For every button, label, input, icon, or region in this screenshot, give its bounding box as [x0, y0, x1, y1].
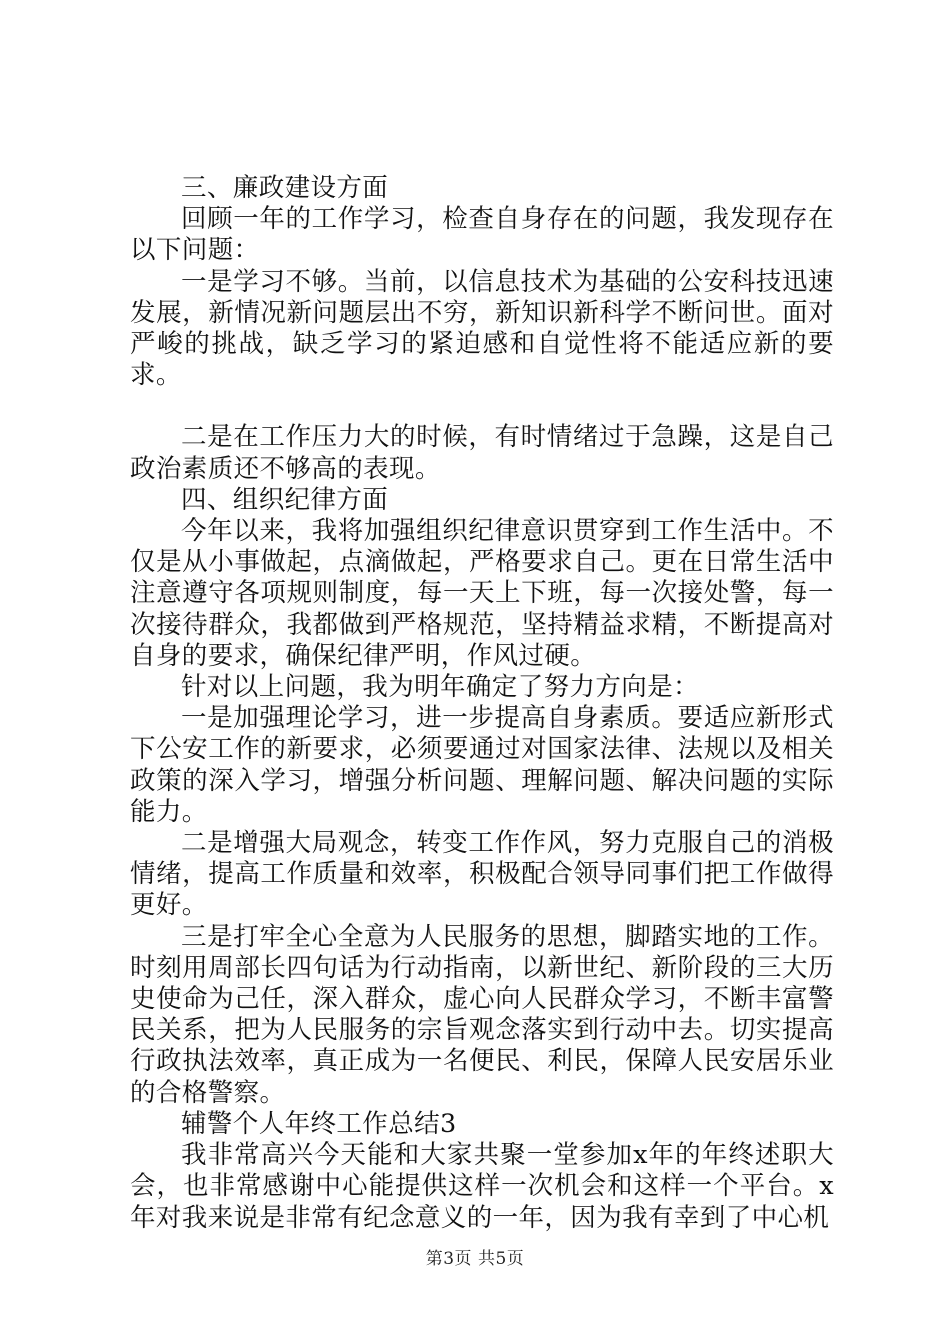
paragraph: 三是打牢全心全意为人民服务的思想，脚踏实地的工作。时刻用周部长四句话为行动指南，以新世纪、新阶段的三大历史使命为己任，深入群众，虚心向人民群众学习，不断丰富警民关系，把为人民服务的宗旨观念落实到行动中去。切实提高行政执法效率，真正成为一名便民、利民，保障人民安居乐业的合格警察。 [130, 921, 834, 1108]
section-heading-integrity: 三、廉政建设方面 [181, 173, 389, 203]
page-footer [0, 1244, 950, 1269]
document-body [130, 173, 834, 1234]
paragraph: 回顾一年的工作学习，检查自身存在的问题，我发现存在以下问题： [130, 204, 834, 266]
paragraph: 针对以上问题，我为明年确定了努力方向是： [181, 672, 700, 703]
paragraph: 今年以来，我将加强组织纪律意识贯穿到工作生活中。不仅是从小事做起，点滴做起，严格要求自己。更在日常生活中注意遵守各项规则制度，每一天上下班，每一次接处警，每一次接待群众，我都做到严格规范，坚持精益求精，不断提高对自身的要求，确保纪律严明，作风过硬。 [130, 516, 834, 671]
paragraph: 二是增强大局观念，转变工作作风，努力克服自己的消极情绪，提高工作质量和效率，积极配合领导同事们把工作做得更好。 [130, 828, 834, 921]
paragraph: 二是在工作压力大的时候，有时情绪过于急躁，这是自己政治素质还不够高的表现。 [130, 422, 834, 484]
paragraph: 一是加强理论学习，进一步提高自身素质。要适应新形式下公安工作的新要求，必须要通过对国家法律、法规以及相关政策的深入学习，增强分析问题、理解问题、解决问题的实际能力。 [130, 703, 834, 827]
section-heading-discipline: 四、组织纪律方面 [181, 484, 389, 515]
page-number: 第3页 共5页 [425, 1249, 525, 1269]
blank-line [130, 391, 834, 422]
section-title-summary-3: 辅警个人年终工作总结3 [181, 1108, 457, 1139]
paragraph: 我非常高兴今天能和大家共聚一堂参加x年的年终述职大会，也非常感谢中心能提供这样一次机会和这样一个平台。x年对我来说是非常有纪念意义的一年，因为我有幸到了中心机 [130, 1140, 834, 1233]
paragraph: 一是学习不够。当前，以信息技术为基础的公安科技迅速发展，新情况新问题层出不穷，新知识新科学不断问世。面对严峻的挑战，缺乏学习的紧迫感和自觉性将不能适应新的要求。 [130, 266, 834, 391]
